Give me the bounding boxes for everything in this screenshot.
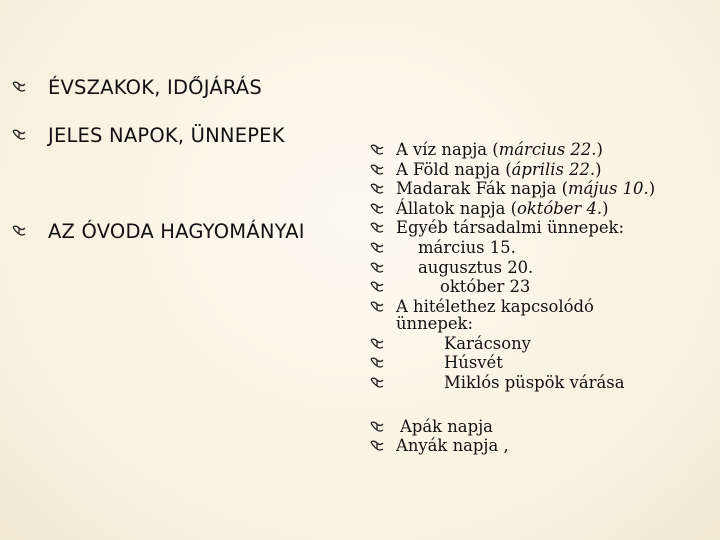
ribbon-bullet-icon [370,242,384,254]
ribbon-bullet-icon [370,144,384,156]
left-item-seasons [12,76,262,99]
ribbon-bullet-icon [370,222,384,234]
left-item-holidays [12,124,285,147]
left-item-label: AZ ÓVODA HAGYOMÁNYAI [48,220,305,243]
ribbon-bullet-icon [370,262,384,274]
ribbon-bullet-icon [370,203,384,215]
ribbon-bullet-icon [12,81,26,93]
ribbon-bullet-icon [370,281,384,293]
ribbon-bullet-icon [370,164,384,176]
left-item-label: ÉVSZAKOK, IDŐJÁRÁS [48,76,262,99]
ribbon-bullet-icon [370,183,384,195]
ribbon-bullet-icon [370,357,384,369]
ribbon-bullet-icon [370,421,384,433]
ribbon-bullet-icon [12,225,26,237]
ribbon-bullet-icon [370,301,384,313]
ribbon-bullet-icon [12,129,26,141]
left-item-traditions [12,220,305,243]
left-item-label: JELES NAPOK, ÜNNEPEK [48,124,285,147]
ribbon-bullet-icon [370,440,384,452]
ribbon-bullet-icon [370,338,384,350]
ribbon-bullet-icon [370,377,384,389]
